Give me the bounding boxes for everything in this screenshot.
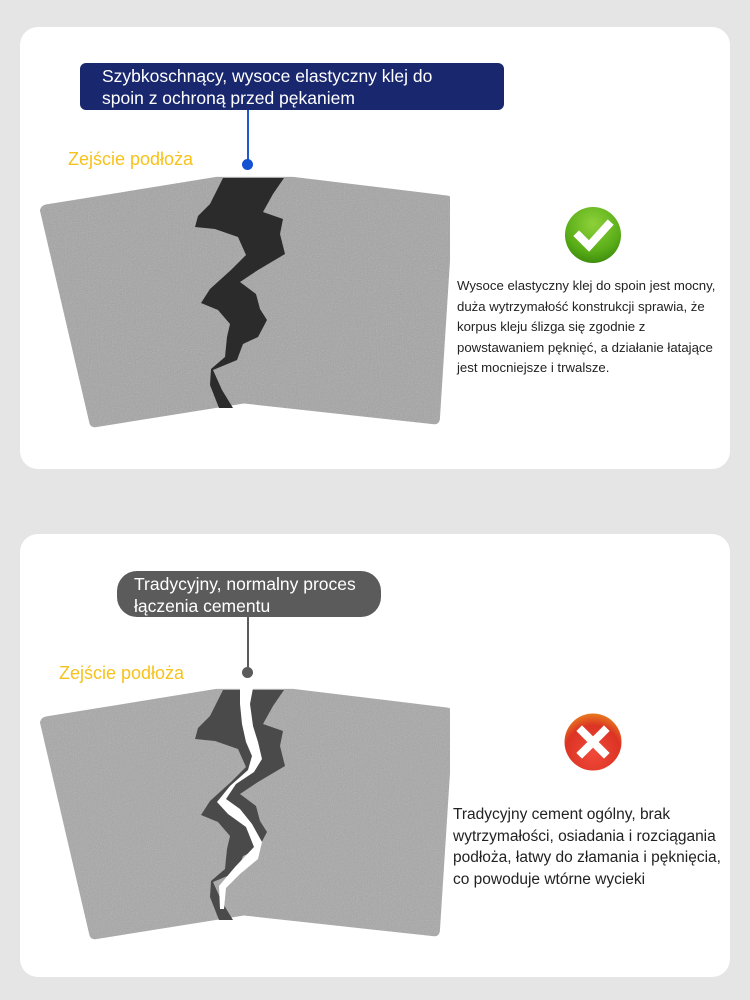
cross-icon	[564, 713, 622, 771]
product-label-elastic-adhesive	[80, 63, 504, 110]
check-icon	[564, 206, 622, 264]
product-label-line: Szybkoschnący, wysoce elastyczny klej do	[102, 66, 433, 86]
callout-anchor-dot	[242, 159, 253, 170]
callout-anchor-dot	[242, 667, 253, 678]
callout-connector-line	[247, 110, 249, 162]
product-label-line: spoin z ochroną przed pękaniem	[102, 88, 355, 108]
product-label-line: Tradycyjny, normalny proces	[134, 574, 356, 594]
substrate-settlement-label: Zejście podłoża	[68, 149, 194, 169]
elastic-adhesive-description: Wysoce elastyczny klej do spoin jest mocny, duża wytrzymałość konstrukcji sprawia, że korpus kleju ślizga się zgodnie z powstawaniem pęknięć, a działanie łatające jest mocniejsze i trwalsze.	[457, 278, 716, 375]
traditional-cement-description: Tradycyjny cement ogólny, brak wytrzymałości, osiadania i rozciągania podłoża, łatwy do złamania i pęknięcia, co powoduje wtórne wycieki	[453, 806, 721, 888]
callout-connector-line	[247, 617, 249, 669]
product-label-line: łączenia cementu	[134, 596, 271, 616]
comparison-card-traditional-cement	[20, 534, 730, 977]
substrate-settlement-label: Zejście podłoża	[59, 663, 185, 683]
cracked-concrete-elastic-illustration	[40, 172, 450, 437]
comparison-card-elastic-adhesive	[20, 27, 730, 469]
product-label-traditional-cement	[117, 571, 381, 617]
cracked-concrete-cement-illustration	[40, 684, 450, 949]
